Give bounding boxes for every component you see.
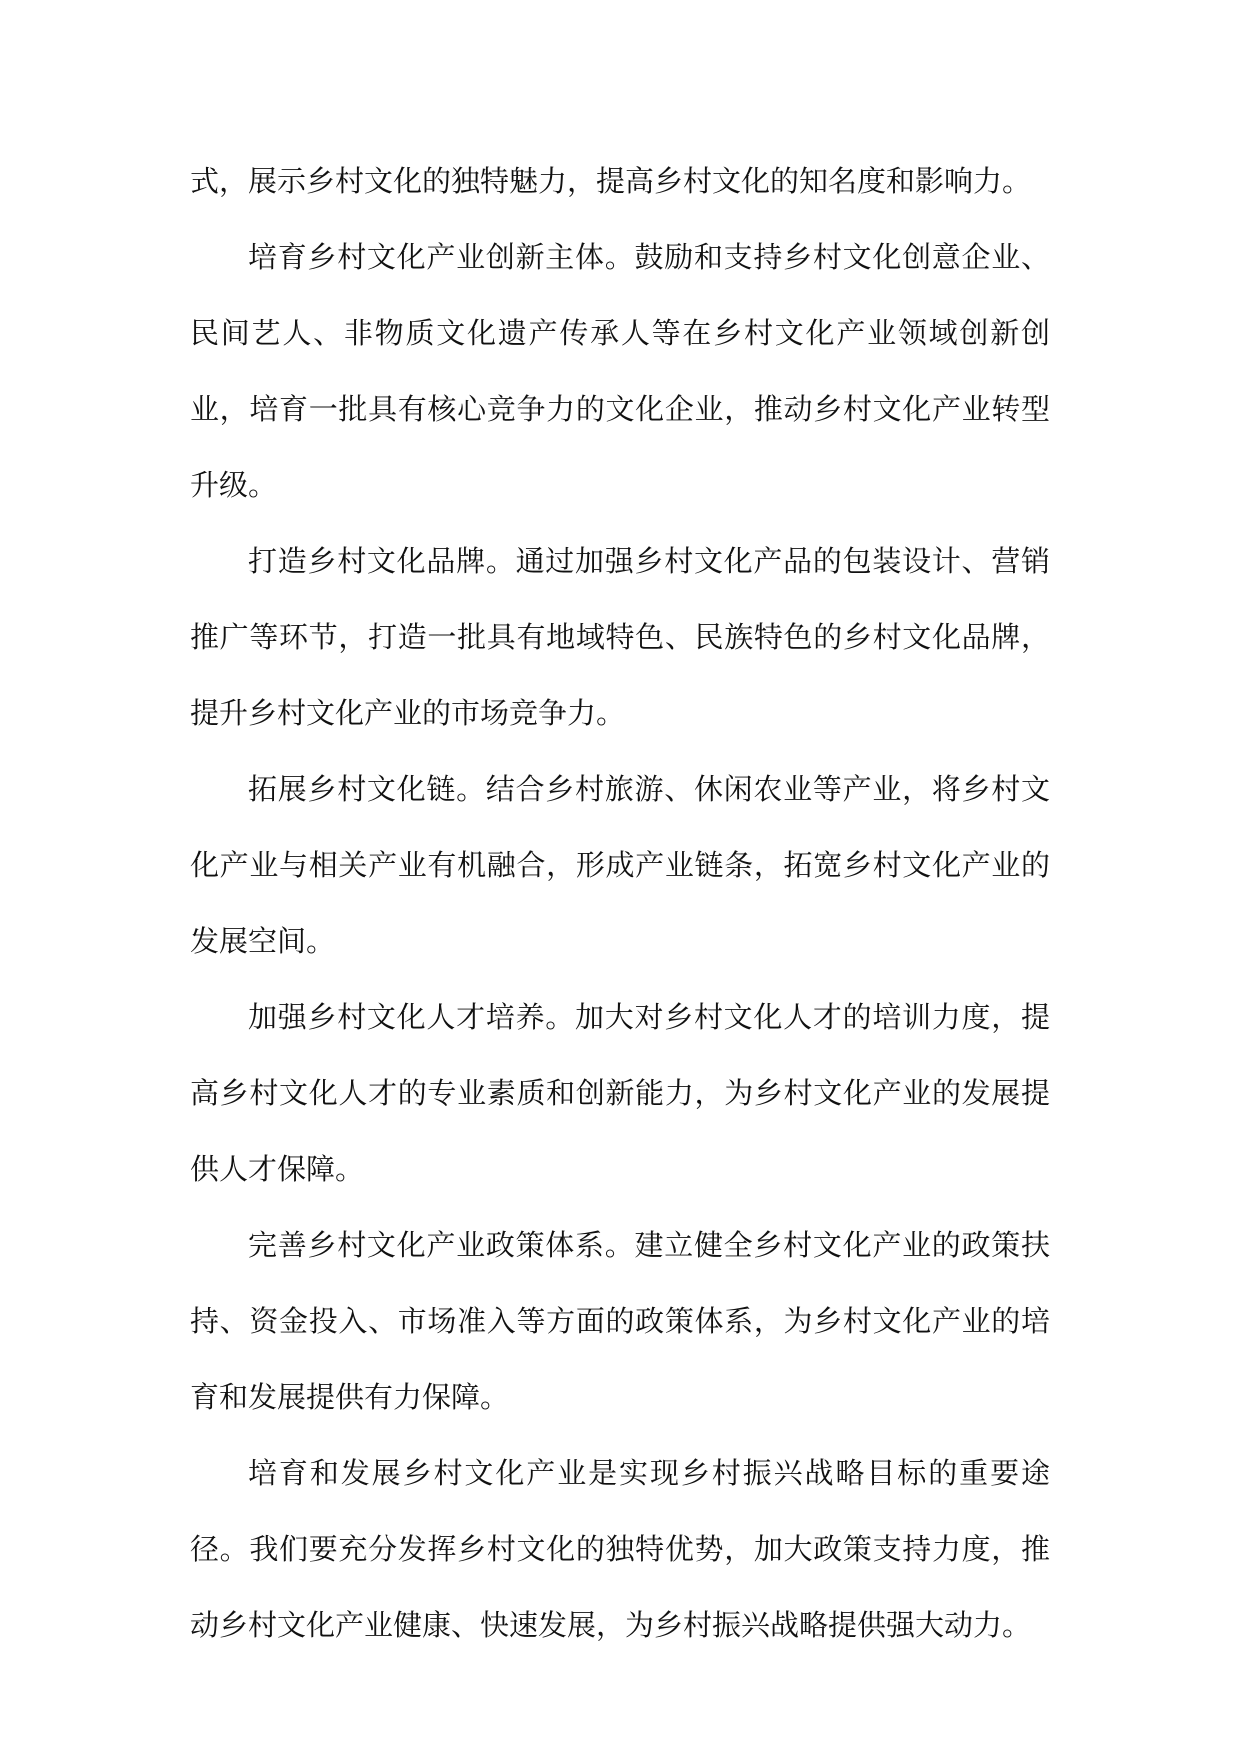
paragraph-build-cultural-brands: 打造乡村文化品牌。通过加强乡村文化产品的包装设计、营销推广等环节，打造一批具有地域特色、民族特色的乡村文化品牌，提升乡村文化产业的市场竞争力。: [190, 544, 1050, 730]
paragraph-talent-training: 加强乡村文化人才培养。加大对乡村文化人才的培训力度，提高乡村文化人才的专业素质和创新能力，为乡村文化产业的发展提供人才保障。: [190, 1000, 1050, 1186]
paragraph-policy-system: 完善乡村文化产业政策体系。建立健全乡村文化产业的政策扶持、资金投入、市场准入等方面的政策体系，为乡村文化产业的培育和发展提供有力保障。: [190, 1228, 1050, 1414]
paragraph-continuation: 式，展示乡村文化的独特魅力，提高乡村文化的知名度和影响力。: [190, 164, 1032, 198]
paragraph-cultivate-innovation-subjects: 培育乡村文化产业创新主体。鼓励和支持乡村文化创意企业、民间艺人、非物质文化遗产传承人等在乡村文化产业领域创新创业，培育一批具有核心竞争力的文化企业，推动乡村文化产业转型升级。: [190, 240, 1050, 502]
document-body: [190, 143, 1050, 1663]
paragraph-conclusion: 培育和发展乡村文化产业是实现乡村振兴战略目标的重要途径。我们要充分发挥乡村文化的独特优势，加大政策支持力度，推动乡村文化产业健康、快速发展，为乡村振兴战略提供强大动力。: [190, 1456, 1050, 1642]
paragraph-extend-cultural-chain: 拓展乡村文化链。结合乡村旅游、休闲农业等产业，将乡村文化产业与相关产业有机融合，形成产业链条，拓宽乡村文化产业的发展空间。: [190, 772, 1050, 958]
